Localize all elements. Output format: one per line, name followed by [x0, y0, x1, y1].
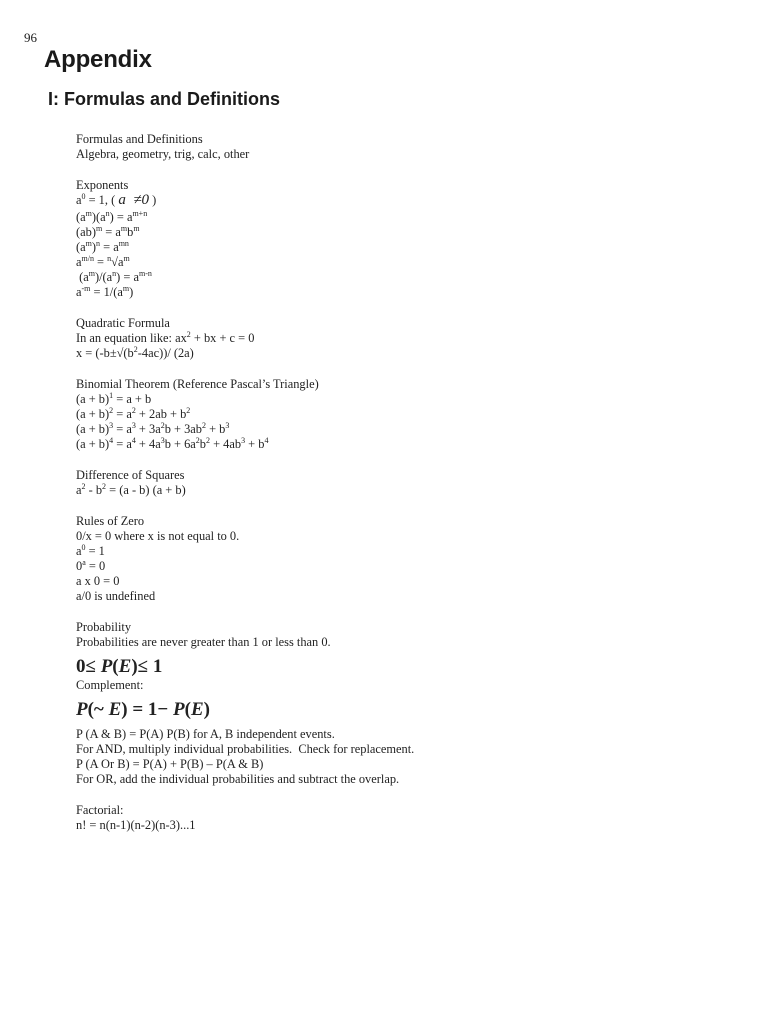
exponent-rule-power: $(a^m)^n = a^{mn}$	[76, 239, 129, 254]
complement-label: Complement:	[76, 678, 144, 692]
factorial-formula: n! = n(n-1)(n-2)(n-3)...1	[76, 818, 196, 832]
zero-rule-base: $0^a = 0$	[76, 558, 106, 573]
squares-formula: $a^2 - b^2 = (a - b) (a + b)$	[76, 482, 186, 497]
complement-formula: P(~ E) = 1− P(E)	[76, 699, 210, 720]
binomial-power-1: $(a + b)^1 = a + b$	[76, 391, 152, 406]
intro-heading: Formulas and Definitions	[76, 132, 203, 146]
binomial-heading: Binomial Theorem (Reference Pascal’s Triangle)	[76, 377, 319, 391]
factorial-heading: Factorial:	[76, 803, 124, 817]
section-title: I: Formulas and Definitions	[48, 89, 281, 109]
probability-and-text: For AND, multiply individual probabilities. Check for replacement.	[76, 742, 415, 756]
appendix-title: Appendix	[44, 46, 152, 73]
binomial-power-3: $(a + b)^3 = a^3 + 3a^2b + 3ab^2 + b^3$	[76, 421, 230, 436]
squares-heading: Difference of Squares	[76, 468, 185, 482]
formulas-content	[76, 132, 696, 833]
exponent-rule-zero: $a^0 = 1$, ( a ≠0 )	[76, 192, 157, 208]
zero-rule-undefined: a/0 is undefined	[76, 589, 156, 603]
probability-and-formula: P (A & B) = P(A) P(B) for A, B independent events.	[76, 727, 335, 741]
probability-range-formula: 0≤ P(E)≤ 1	[76, 656, 163, 677]
exponent-rule-quotient: $(a^m)/(a^n) = a^{m-n}$	[76, 269, 152, 284]
binomial-power-2: $(a + b)^2 = a^2 + 2ab + b^2$	[76, 406, 191, 421]
zero-rule-exponent: $a^0 = 1$	[76, 543, 105, 558]
probability-or-formula: P (A Or B) = P(A) + P(B) – P(A & B)	[76, 757, 264, 771]
probability-heading: Probability	[76, 620, 132, 634]
zero-heading: Rules of Zero	[76, 514, 145, 528]
probability-or-text: For OR, add the individual probabilities and subtract the overlap.	[76, 772, 400, 786]
exponents-heading: Exponents	[76, 178, 129, 192]
probability-range-text: Probabilities are never greater than 1 or less than 0.	[76, 635, 331, 649]
page-number: 96	[24, 30, 37, 45]
quadratic-equation: In an equation like: $ax^2$ + bx + c = 0	[76, 330, 255, 345]
intro-subheading: Algebra, geometry, trig, calc, other	[76, 147, 250, 161]
binomial-power-4: $(a + b)^4 = a^4 + 4a^3b + 6a^2b^2 + 4ab^3 + b^4$	[76, 436, 269, 451]
exponent-rule-root: $a^{m/n} = ^n√a^m$	[76, 254, 130, 269]
exponent-rule-negative: $a^{-m} = 1/(a^m)$	[76, 284, 134, 299]
quadratic-formula: $x = (-b\pm√(b^2-4ac))/$ (2a)	[76, 345, 194, 360]
exponent-rule-product-power: $(ab)^m = a^mb^m$	[76, 224, 140, 239]
zero-rule-division: 0/x = 0 where x is not equal to 0.	[76, 529, 240, 543]
zero-rule-multiply: a x 0 = 0	[76, 574, 120, 588]
exponent-rule-product: $(a^m)(a^n) = a^{m+n}$	[76, 209, 148, 224]
quadratic-heading: Quadratic Formula	[76, 316, 170, 330]
